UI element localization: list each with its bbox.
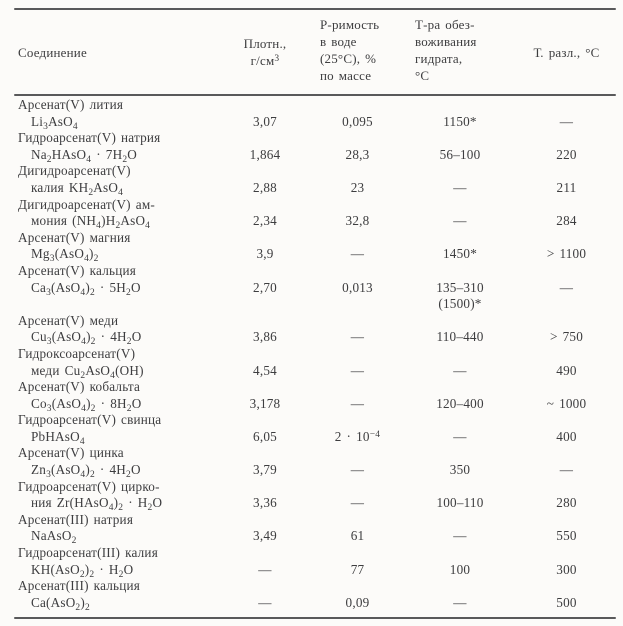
spacer-line [305, 313, 410, 330]
dehydration-value-cell [410, 130, 510, 163]
compound-name: Арсенат(V) лития [18, 97, 124, 112]
dehydration-value-cell [410, 197, 510, 230]
spacer-line [510, 445, 623, 462]
compound-cell [0, 512, 225, 545]
density-value-cell [225, 313, 305, 346]
spacer-line [510, 412, 623, 429]
col-header-density-line: Плотн., [243, 36, 287, 51]
density-value: 3,79 [253, 462, 277, 478]
table-row [0, 479, 623, 512]
density-value: 3,36 [253, 495, 277, 511]
spacer-line [510, 197, 623, 214]
solubility-value-cell [305, 346, 410, 379]
table-row [0, 545, 623, 578]
spacer-line [305, 379, 410, 396]
density-value: 4,54 [253, 362, 277, 378]
spacer-line [510, 130, 623, 147]
decomposition-value-cell [510, 578, 623, 611]
compound-name: Дигидроарсенат(V) ам- [18, 196, 155, 212]
table-row [0, 346, 623, 379]
density-value-cell [225, 479, 305, 512]
compound-formula: мония $(NH_4)H_2AsO_4$ [31, 213, 151, 232]
decomposition-value: 400 [556, 428, 577, 444]
spacer-line [510, 346, 623, 363]
table-row [0, 512, 623, 545]
decomposition-value-cell [510, 263, 623, 313]
compound-cell [0, 445, 225, 481]
compound-cell [0, 578, 225, 611]
compound-cell [0, 313, 225, 346]
spacer-line [510, 313, 623, 330]
table-row [0, 445, 623, 478]
compound-name: Арсенат(V) цинка [18, 445, 124, 461]
compound-formula: NaAsO$_2$ [31, 528, 77, 547]
compound-name: Дигидроарсенат(V) [18, 163, 131, 179]
compound-name: Арсенат(V) кальция [18, 262, 136, 278]
decomposition-value: — [559, 279, 574, 295]
solubility-value: — [350, 246, 365, 262]
density-value: — [258, 561, 272, 577]
decomposition-value: — [559, 113, 574, 129]
spacer-line [410, 379, 510, 396]
density-value-cell [225, 130, 305, 163]
dehydration-value-cell [410, 445, 510, 478]
col-header-solubility-line: по массе [320, 68, 372, 83]
density-value: 3,178 [249, 395, 281, 411]
decomposition-value: 220 [556, 146, 577, 162]
compound-name: Арсенат(V) меди [18, 312, 119, 328]
solubility-value: — [350, 362, 365, 378]
header-rule [14, 94, 616, 96]
col-header-solubility [305, 10, 410, 94]
compound-formula: $Na_2HAsO_4 \cdot 7H_2O$ [31, 146, 137, 165]
spacer-line [305, 578, 410, 595]
density-value: 3,86 [253, 329, 277, 345]
col-header-dehydration-line: гидрата, [415, 51, 463, 66]
spacer-line [225, 230, 305, 247]
compound-table-body [0, 97, 623, 611]
decomposition-value: 490 [556, 362, 577, 378]
density-value: 3,49 [253, 528, 277, 544]
spacer-line [305, 346, 410, 363]
compound-cell [0, 545, 225, 578]
compound-formula: $Co_3(AsO_4)_2 \cdot 8H_2O$ [31, 395, 142, 414]
compound-table [0, 97, 623, 611]
compound-name: Гидроарсенат(V) натрия [18, 130, 161, 146]
spacer-line [225, 479, 305, 496]
density-value: 2,88 [253, 179, 277, 195]
spacer-line [410, 230, 510, 247]
decomposition-value: 500 [556, 594, 577, 610]
col-header-density-line: $г/см^3$ [250, 53, 280, 68]
solubility-value-cell [305, 163, 410, 196]
solubility-value: 32,8 [345, 213, 370, 229]
spacer-line [510, 512, 623, 529]
compound-formula: $Cu_3(AsO_4)_2 \cdot 4H_2O$ [31, 329, 142, 348]
table-row [0, 379, 623, 412]
spacer-line [225, 313, 305, 330]
col-header-solubility-line: (25°С), % [320, 51, 377, 66]
dehydration-value-cell [410, 412, 510, 445]
compound-name: Арсенат(III) кальция [18, 578, 141, 594]
compound-formula: меди $Cu_2AsO_4(OH)$ [31, 362, 144, 381]
spacer-line [410, 197, 510, 214]
decomposition-value-cell [510, 379, 623, 412]
dehydration-value-cell [410, 512, 510, 545]
dehydration-value-cell [410, 230, 510, 263]
col-header-decomposition-label: Т. разл., °С [533, 44, 600, 60]
compound-formula: $Li_3AsO_4$ [31, 113, 78, 132]
dehydration-value: — [453, 528, 467, 544]
spacer-line [510, 230, 623, 247]
density-value-cell [225, 163, 305, 196]
spacer-line [305, 479, 410, 496]
dehydration-value: 100 [449, 561, 471, 577]
solubility-value-cell [305, 313, 410, 346]
spacer-line [225, 163, 305, 180]
spacer-line [410, 263, 510, 280]
decomposition-value-cell [510, 197, 623, 230]
decomposition-value-cell [510, 512, 623, 545]
decomposition-value: 550 [556, 528, 577, 544]
dehydration-value-cell [410, 263, 510, 313]
compound-formula: $Ca_3(AsO_4)_2 \cdot 5H_2O$ [31, 279, 141, 298]
spacer-line [410, 346, 510, 363]
decomposition-value-cell [510, 545, 623, 578]
density-value: 3,07 [253, 113, 277, 129]
spacer-line [305, 412, 410, 429]
solubility-value: 77 [350, 561, 365, 577]
compound-cell [0, 263, 225, 313]
decomposition-value: ~ 1000 [546, 395, 587, 411]
spacer-line [410, 512, 510, 529]
dehydration-value-cell [410, 346, 510, 379]
col-header-solubility-line: Р-римость [320, 17, 380, 32]
table-header-row [0, 10, 623, 94]
dehydration-value-cell [410, 578, 510, 611]
spacer-line [410, 578, 510, 595]
solubility-value-cell [305, 130, 410, 163]
spacer-line [410, 479, 510, 496]
dehydration-value: — [453, 594, 467, 610]
table-row [0, 313, 623, 346]
dehydration-value-line2: (1500)* [438, 296, 482, 312]
decomposition-value-cell [510, 479, 623, 512]
solubility-value-cell [305, 479, 410, 512]
spacer-line [305, 230, 410, 247]
compound-formula: калия $KH_2AsO_4$ [31, 179, 124, 198]
spacer-line [225, 545, 305, 562]
solubility-value-cell [305, 197, 410, 230]
spacer-line [510, 163, 623, 180]
solubility-value: 23 [350, 179, 365, 195]
decomposition-value: > 1100 [546, 246, 587, 262]
density-value-cell [225, 346, 305, 379]
table-row [0, 163, 623, 196]
dehydration-value-cell [410, 479, 510, 512]
spacer-line [305, 545, 410, 562]
compound-cell [0, 412, 225, 445]
bottom-rule [14, 617, 616, 619]
solubility-value-cell [305, 512, 410, 545]
solubility-value-cell [305, 230, 410, 263]
decomposition-value-cell [510, 97, 623, 130]
spacer-line [510, 379, 623, 396]
col-header-compound [0, 10, 225, 94]
spacer-line [305, 263, 410, 280]
decomposition-value-cell [510, 445, 623, 478]
decomposition-value: 284 [556, 213, 577, 229]
dehydration-value-cell [410, 163, 510, 196]
dehydration-value: — [453, 213, 467, 229]
table-row [0, 197, 623, 230]
spacer-line [410, 97, 510, 114]
compound-formula: $Mg_3(AsO_4)_2$ [31, 246, 99, 265]
compound-cell [0, 230, 225, 263]
compound-formula: $Zn_3(AsO_4)_2 \cdot 4H_2O$ [31, 462, 141, 481]
density-value-cell [225, 512, 305, 545]
compound-cell [0, 479, 225, 512]
density-value-cell [225, 97, 305, 130]
dehydration-value-cell [410, 97, 510, 130]
compound-name: Гидроарсенат(III) калия [18, 545, 158, 561]
density-value: 2,70 [253, 279, 277, 295]
compound-name: Арсенат(III) натрия [18, 511, 134, 527]
col-header-density [225, 10, 305, 94]
density-value: 2,34 [253, 213, 277, 229]
dehydration-value-cell [410, 545, 510, 578]
spacer-line [305, 197, 410, 214]
density-value: 1,864 [249, 146, 281, 162]
compound-name: Гидроарсенат(V) цирко- [18, 478, 160, 494]
density-value: 6,05 [253, 428, 277, 444]
decomposition-value-cell [510, 346, 623, 379]
density-value: — [258, 594, 272, 610]
decomposition-value: 300 [556, 561, 577, 577]
density-value-cell [225, 230, 305, 263]
compound-cell [0, 163, 225, 196]
density-value-cell [225, 263, 305, 313]
spacer-line [510, 263, 623, 280]
decomposition-value-cell [510, 313, 623, 346]
spacer-line [410, 313, 510, 330]
spacer-line [410, 163, 510, 180]
compound-formula: PbHAsO$_4$ [31, 428, 85, 447]
spacer-line [225, 512, 305, 529]
dehydration-value: 110–440 [436, 329, 484, 345]
spacer-line [225, 346, 305, 363]
table-row [0, 412, 623, 445]
decomposition-value-cell [510, 412, 623, 445]
solubility-value: — [350, 329, 365, 345]
spacer-line [305, 445, 410, 462]
spacer-line [410, 445, 510, 462]
solubility-value-cell [305, 545, 410, 578]
density-value-cell [225, 445, 305, 478]
dehydration-value: — [453, 179, 467, 195]
solubility-value-cell [305, 412, 410, 445]
solubility-value: 0,095 [342, 113, 373, 129]
table-row [0, 97, 623, 130]
dehydration-value: 100–110 [436, 495, 484, 511]
table-row [0, 130, 623, 163]
spacer-line [510, 97, 623, 114]
compound-formula: ния $Zr(HAsO_4)_2 \cdot H_2O$ [31, 495, 163, 514]
solubility-value-cell [305, 97, 410, 130]
spacer-line [225, 445, 305, 462]
solubility-value: 0,09 [345, 594, 370, 610]
spacer-line [225, 412, 305, 429]
dehydration-value: 135–310 [436, 279, 484, 295]
col-header-decomposition [510, 10, 623, 94]
spacer-line [225, 379, 305, 396]
solubility-value: 0,013 [342, 279, 373, 295]
spacer-line [225, 263, 305, 280]
solubility-value: 28,3 [345, 146, 370, 162]
compound-formula: $Ca(AsO_2)_2$ [31, 594, 90, 613]
solubility-value: — [350, 462, 365, 478]
density-value-cell [225, 379, 305, 412]
spacer-line [510, 479, 623, 496]
col-header-dehydration-line: воживания [415, 34, 477, 49]
density-value-cell [225, 578, 305, 611]
compound-name: Арсенат(V) кобальта [18, 379, 141, 395]
solubility-value: $2 \cdot 10^{-4}$ [334, 428, 381, 444]
decomposition-value: — [559, 462, 574, 478]
col-header-dehydration-line: °С [415, 68, 430, 83]
density-value-cell [225, 197, 305, 230]
spacer-line [305, 163, 410, 180]
decomposition-value: 280 [556, 495, 577, 511]
spacer-line [410, 412, 510, 429]
spacer-line [510, 578, 623, 595]
compound-name: Гидроарсенат(V) свинца [18, 412, 162, 428]
solubility-value-cell [305, 578, 410, 611]
solubility-value: 61 [350, 528, 365, 544]
table-row [0, 263, 623, 313]
compound-cell [0, 197, 225, 230]
spacer-line [225, 97, 305, 114]
compound-name: Гидроксоарсенат(V) [18, 345, 136, 361]
dehydration-value: 350 [449, 462, 471, 478]
density-value-cell [225, 412, 305, 445]
solubility-value: — [350, 495, 365, 511]
spacer-line [510, 545, 623, 562]
solubility-value-cell [305, 379, 410, 412]
spacer-line [225, 578, 305, 595]
solubility-value-cell [305, 445, 410, 478]
compound-cell [0, 130, 225, 163]
decomposition-value: 211 [556, 179, 577, 195]
spacer-line [225, 130, 305, 147]
spacer-line [410, 545, 510, 562]
dehydration-value: — [453, 362, 467, 378]
decomposition-value-cell [510, 163, 623, 196]
dehydration-value: — [453, 428, 467, 444]
density-value: 3,9 [256, 246, 274, 262]
compound-name: Арсенат(V) магния [18, 229, 131, 245]
compound-cell [0, 346, 225, 379]
dehydration-value: 56–100 [439, 146, 481, 162]
solubility-value: — [350, 395, 365, 411]
dehydration-value: 120–400 [436, 395, 484, 411]
compound-formula: $KH(AsO_2)_2 \cdot H_2O$ [31, 561, 134, 580]
solubility-value-cell [305, 263, 410, 313]
table-row [0, 230, 623, 263]
compound-cell [0, 379, 225, 412]
table-row [0, 578, 623, 611]
spacer-line [305, 97, 410, 114]
col-header-dehydration-line: Т-ра обез- [415, 17, 475, 32]
col-header-solubility-line: в воде [320, 34, 357, 49]
spacer-line [305, 130, 410, 147]
dehydration-value: 1150* [443, 113, 477, 129]
decomposition-value-cell [510, 130, 623, 163]
decomposition-value-cell [510, 230, 623, 263]
decomposition-value: > 750 [549, 329, 583, 345]
density-value-cell [225, 545, 305, 578]
compound-cell [0, 97, 225, 130]
dehydration-value-cell [410, 379, 510, 412]
col-header-dehydration [410, 10, 510, 94]
dehydration-value: 1450* [443, 246, 477, 262]
spacer-line [410, 130, 510, 147]
spacer-line [305, 512, 410, 529]
spacer-line [225, 197, 305, 214]
col-header-compound-label: Соединение [18, 44, 87, 60]
dehydration-value-cell [410, 313, 510, 346]
